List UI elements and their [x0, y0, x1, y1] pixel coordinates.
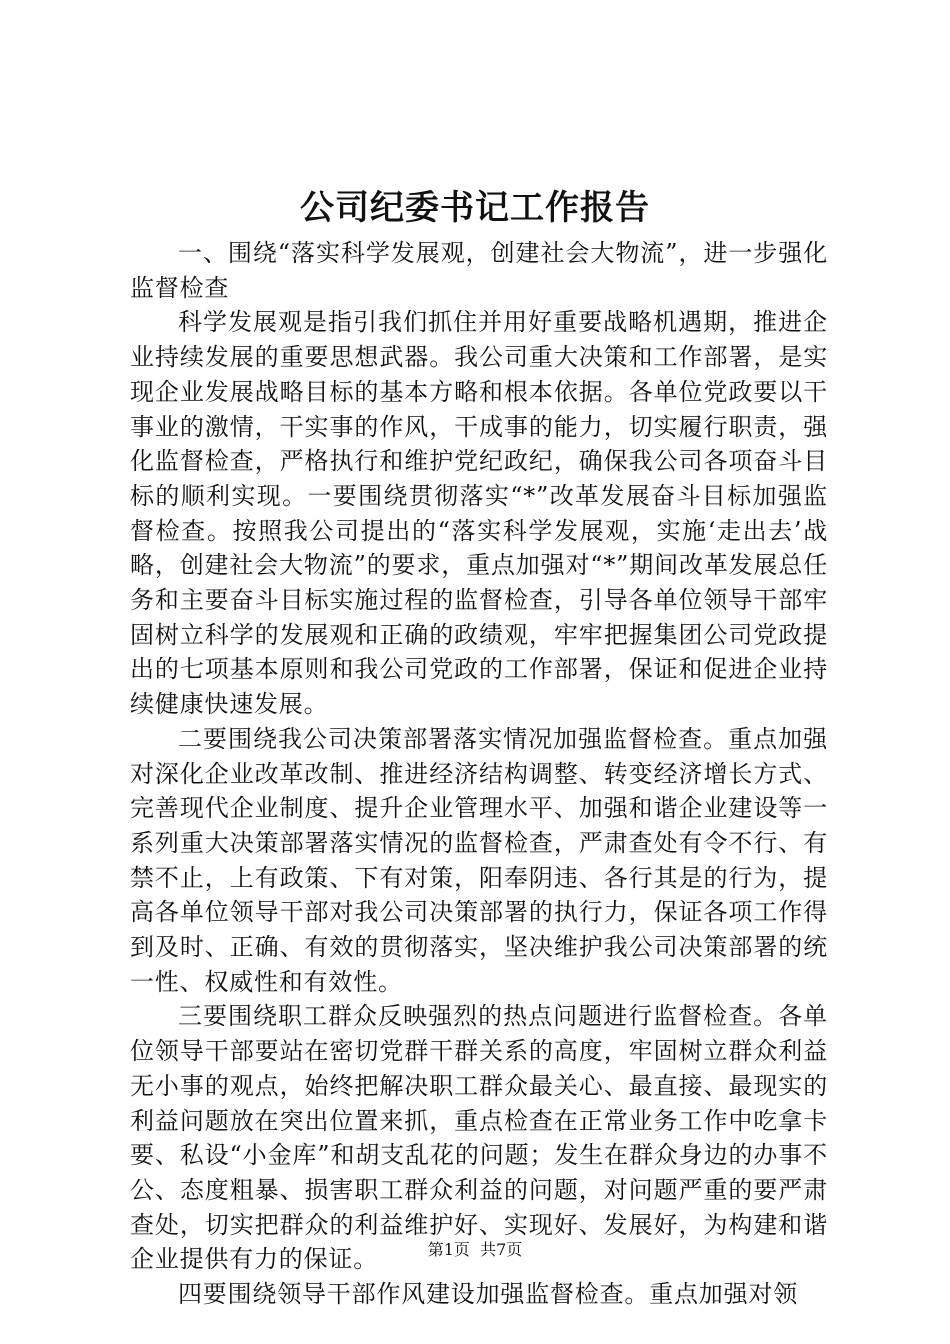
section-heading: 一、围绕“落实科学发展观，创建社会大物流”，进一步强化监督检查 [130, 239, 828, 302]
document-body [130, 236, 828, 1312]
paragraph: 二要围绕我公司决策部署落实情况加强监督检查。重点加强对深化企业改革改制、推进经济结构调整、转变经济增长方式、完善现代企业制度、提升企业管理水平、加强和谐企业建设等一系列重大决策部署落实情况的监督检查，严肃查处有令不行、有禁不止，上有政策、下有对策，阳奉阴违、各行其是的行为，提高各单位领导干部对我公司决策部署的执行力，保证各项工作得到及时、正确、有效的贯彻落实，坚决维护我公司决策部署的统一性、权威性和有效性。 [130, 724, 828, 996]
page-number: 第1页 [427, 1240, 470, 1259]
page-title: 公司纪委书记工作报告 [300, 188, 650, 228]
paragraph: 四要围绕领导干部作风建设加强监督检查。重点加强对领 [178, 1280, 798, 1309]
footer-spacer [470, 1240, 480, 1259]
paragraph: 科学发展观是指引我们抓住并用好重要战略机遇期，推进企业持续发展的重要思想武器。我公司重大决策和工作部署，是实现企业发展战略目标的基本方略和根本依据。各单位党政要以干事业的激情，干实事的作风，干成事的能力，切实履行职责，强化监督检查，严格执行和维护党纪政纪，确保我公司各项奋斗目标的顺利实现。一要围绕贯彻落实“*”改革发展奋斗目标加强监督检查。按照我公司提出的“落实科学发展观，实施‘走出去’战略，创建社会大物流”的要求，重点加强对“*”期间改革发展总任务和主要奋斗目标实施过程的监督检查，引导各单位领导干部牢固树立科学的发展观和正确的政绩观，牢牢把握集团公司党政提出的七项基本原则和我公司党政的工作部署，保证和促进企业持续健康快速发展。 [130, 308, 828, 719]
page-footer [0, 1238, 950, 1262]
page-total: 共7页 [480, 1240, 523, 1259]
paragraph: 三要围绕职工群众反映强烈的热点问题进行监督检查。各单位领导干部要站在密切党群干群关系的高度，牢固树立群众利益无小事的观点，始终把解决职工群众最关心、最直接、最现实的利益问题放在突出位置来抓，重点检查在正常业务工作中吃拿卡要、私设“小金库”和胡支乱花的问题；发生在群众身边的办事不公、态度粗暴、损害职工群众利益的问题，对问题严重的要严肃查处，切实把群众的利益维护好、实现好、发展好，为构建和谐企业提供有力的保证。 [130, 1002, 828, 1274]
